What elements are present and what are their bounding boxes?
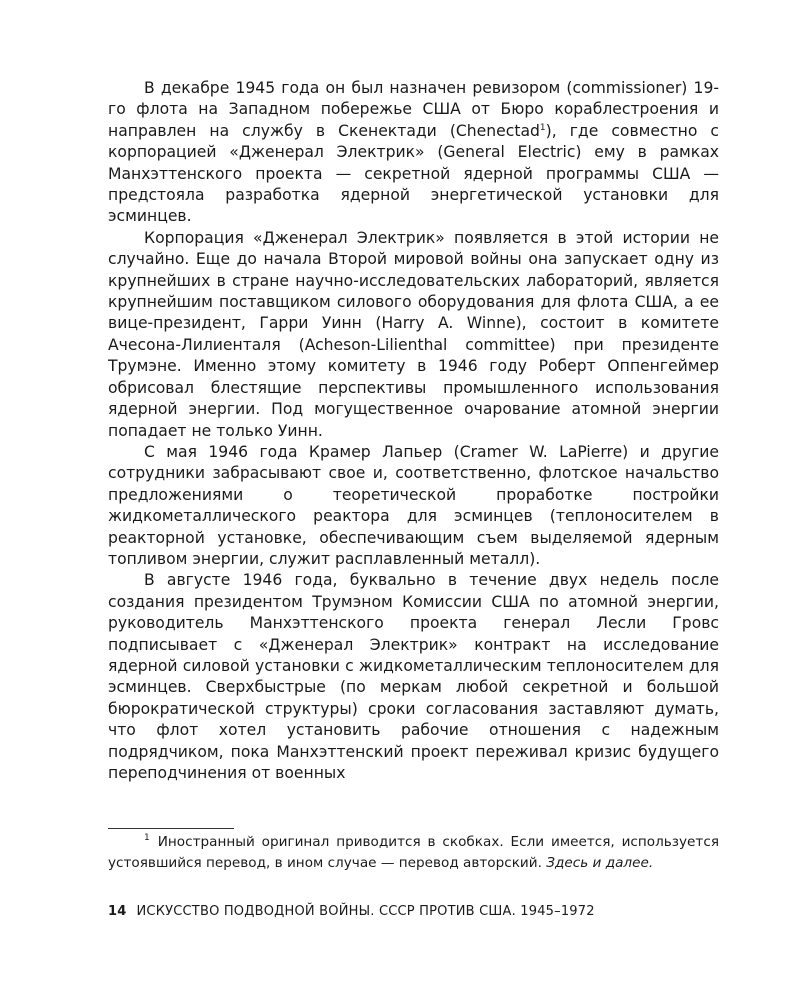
- footnote: [108, 832, 719, 874]
- footnote-reference: 1: [539, 122, 546, 133]
- paragraph-1: [108, 78, 719, 228]
- footnote-italic-note: Здесь и далее.: [546, 855, 654, 871]
- footnote-body: [108, 832, 719, 874]
- running-footer: [108, 904, 595, 919]
- main-text: [108, 78, 719, 784]
- footnote-text: Иностранный оригинал приводится в скобках. Если имеется, используется устоявшийся перевод, в ином случае — перевод авторский.: [108, 834, 719, 871]
- paragraph-2: Корпорация «Дженерал Электрик» появляется в этой истории не случайно. Еще до начала Второй мировой войны она запускает одну из крупнейших в стране научно-исследовательских лабораторий, является крупнейшим поставщиком силового оборудования для флота США, а ее вице-президент, Гарри Уинн (Harry A. Winne), состоит в комитете Ачесона-Лилиенталя (Acheson-Lilienthal committee) при президенте Трумэне. Именно этому комитету в 1946 году Роберт Оппенгеймер обрисовал блестящие перспективы промышленного использования ядерной энергии. Под могущественное очарование атомной энергии попадает не только Уинн.: [108, 228, 719, 440]
- paragraph-1-text-continued: ), где совместно с корпорацией «Дженерал Электрик» (General Electric) ему в рамках Манхэттенского проекта — секретной ядерной программы США — предстояла разработка ядерной энергетической установки для эсминцев.: [108, 121, 720, 226]
- footnote-divider: [108, 828, 234, 829]
- footnote-marker: 1: [144, 833, 150, 844]
- book-title: ИСКУССТВО ПОДВОДНОЙ ВОЙНЫ. СССР ПРОТИВ США. 1945–1972: [136, 904, 595, 919]
- paragraph-4: В августе 1946 года, буквально в течение двух недель после создания президентом Трумэном Комиссии США по атомной энергии, руководитель Манхэттенского проекта генерал Лесли Гровс подписывает с «Дженерал Электрик» контракт на исследование ядерной силовой установки с жидкометаллическим теплоносителем для эсминцев. Сверхбыстрые (по меркам любой секретной и большой бюрократической структуры) сроки согласования заставляют думать, что флот хотел установить рабочие отношения с надежным подрядчиком, пока Манхэттенский проект переживал кризис будущего переподчинения от военных: [108, 571, 719, 782]
- paragraph-3: С мая 1946 года Крамер Лапьер (Cramer W. LaPierre) и другие сотрудники забрасывают свое и, соответственно, флотское начальство предложениями о теоретической проработке постройки жидкометаллического реактора для эсминцев (теплоносителем в реакторной установке, обеспечивающим съем выделяемой ядерным топливом энергии, служит расплавленный металл).: [108, 442, 719, 568]
- page-number: 14: [108, 904, 127, 919]
- paragraph-1-text: В декабре 1945 года он был назначен ревизором (commissioner) 19-го флота на Западном побережье США от Бюро кораблестроения и направлен на службу в Скенектади (Chenectad: [108, 79, 719, 140]
